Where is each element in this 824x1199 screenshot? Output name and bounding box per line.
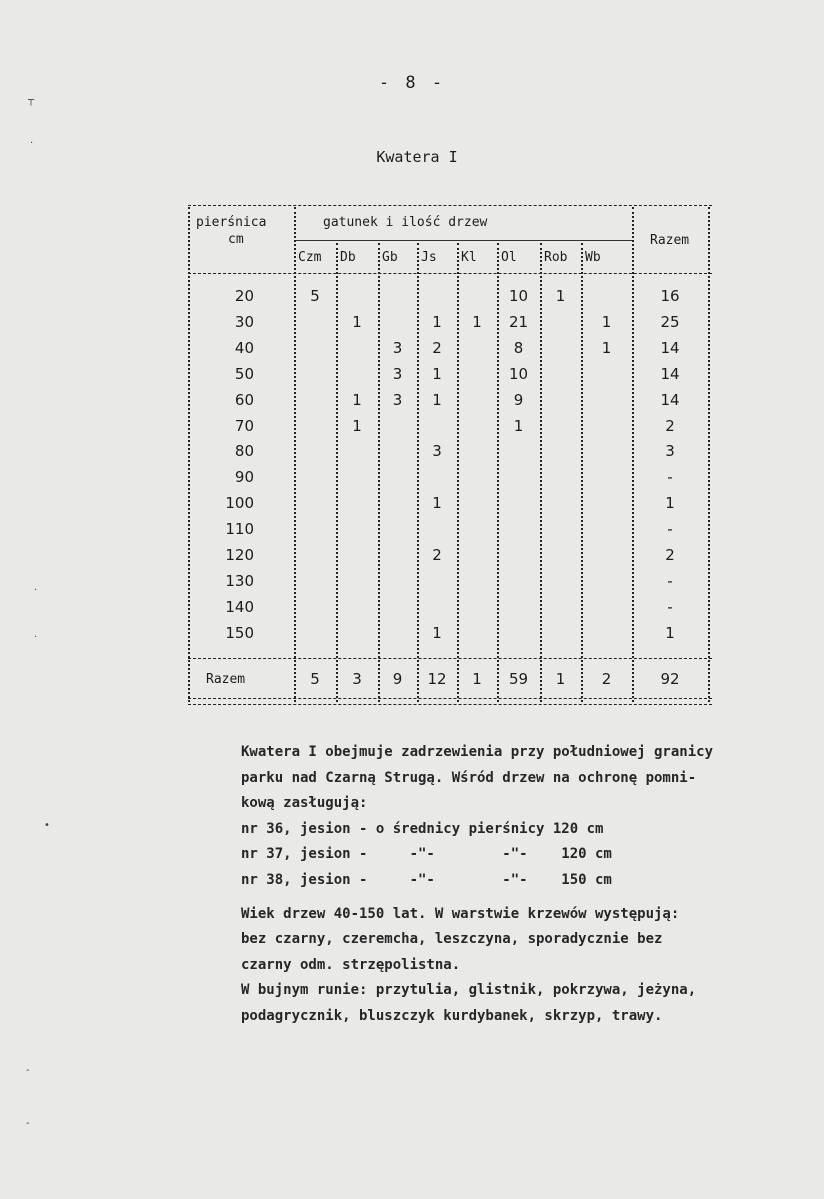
row-total: 2 [665,416,675,435]
table-cell: 1 [352,390,362,409]
row-label: 40 [234,338,254,357]
table-cell: 1 [432,312,442,331]
header-species-db: Db [340,250,356,265]
row-total: 14 [660,364,680,383]
column-separator [336,243,338,702]
total-cell: 2 [601,669,612,688]
row-total: - [667,597,673,616]
table-cell: 3 [392,390,403,409]
text-line: W bujnym runie: przytulia, glistnik, pokrzywa, jeżyna, [241,982,697,999]
text-line: kową zasługują: [241,795,368,812]
margin-mark: · [30,138,34,149]
page-number: - 8 - [378,73,446,93]
header-diameter: pierśnica [196,215,267,230]
column-separator [540,243,542,702]
rule-top [188,205,712,206]
table-cell: 8 [513,338,524,357]
row-total: - [667,571,673,590]
row-total: 25 [660,312,680,331]
column-separator [581,243,583,702]
text-line: czarny odm. strzępolistna. [241,956,461,973]
text-line: parku nad Czarną Strugą. Wśród drzew na ochronę pomni- [241,769,697,786]
header-species-wb: Wb [585,250,601,265]
header-diameter-unit: cm [228,232,244,247]
row-label: 120 [225,546,254,564]
row-total: 1 [665,494,675,513]
table-cell: 3 [392,338,403,357]
row-label: 80 [234,442,254,461]
row-label: 60 [234,390,254,409]
row-total: - [667,468,673,487]
table-cell: 1 [432,364,442,383]
header-species-czm: Czm [298,250,322,265]
total-cell: 59 [508,669,529,688]
row-total: 14 [660,338,680,357]
margin-mark: - [26,1065,30,1076]
row-label: 110 [225,520,254,539]
row-total: 3 [665,442,675,461]
table-cell: 1 [352,416,362,435]
header-species-rob: Rob [544,250,568,265]
text-line: Kwatera I obejmuje zadrzewienia przy południowej granicy [241,744,714,760]
table-cell: 1 [472,312,482,331]
text-line: nr 37, jesion - -"- -"- 120 cm [241,846,612,863]
total-cell: 1 [555,669,566,688]
total-cell: 12 [427,669,447,688]
table-cell: 1 [432,390,442,409]
column-separator [632,207,634,702]
table-cell: 3 [392,364,403,383]
header-species-group: gatunek i ilość drzew [323,215,488,230]
column-separator [294,207,296,702]
margin-mark: · [34,632,38,643]
row-label: 130 [225,571,254,590]
text-line: Wiek drzew 40-150 lat. W warstwie krzewów występują: [241,905,680,922]
margin-mark: • [44,820,50,831]
section-title: Kwatera I [376,148,458,166]
margin-mark: · [34,585,38,596]
description-text [241,740,821,1030]
table-cell: 1 [513,416,524,435]
row-total: 14 [660,390,680,409]
row-total: - [667,520,673,539]
table-cell: 5 [310,287,320,305]
table-cell: 1 [601,338,612,357]
table-cell: 1 [352,312,362,331]
grand-total: 92 [660,669,680,688]
row-label: 30 [234,312,254,331]
total-cell: 9 [392,669,403,688]
header-species-ol: Ol [501,250,517,265]
text-line: podagrycznik, bluszczyk kurdybanek, skrzyp, trawy. [241,1007,663,1024]
row-label: 90 [234,468,254,487]
table-cell: 3 [432,442,442,461]
column-separator [457,243,459,702]
row-label: 100 [225,494,254,513]
column-separator [378,243,380,702]
header-total: Razem [650,233,690,248]
paragraph-gap [241,894,821,902]
rule-bottom-2 [188,704,712,705]
header-species-gb: Gb [382,250,398,265]
row-label: 50 [234,364,254,383]
row-label: 70 [234,416,254,435]
total-cell: 5 [310,669,320,688]
row-label: 20 [234,287,254,305]
table-cell: 10 [508,287,529,305]
margin-mark: - [26,1118,30,1129]
row-total: 2 [665,546,675,564]
table-cell: 1 [555,287,566,305]
tree-count-table [188,205,712,707]
table-cell: 1 [432,623,442,642]
column-separator [497,243,499,702]
row-total: 16 [660,287,680,305]
text-line: nr 36, jesion - o średnicy pierśnicy 120 cm [241,820,604,837]
text-line: nr 38, jesion - -"- -"- 150 cm [241,871,612,888]
header-species-kl: Kl [461,250,477,265]
header-species-js: Js [421,250,437,265]
table-cell: 10 [508,364,529,383]
rule-group [296,240,632,241]
table-cell: 21 [508,312,529,331]
total-row-label: Razem [206,671,246,687]
total-cell: 3 [352,669,362,688]
table-cell: 1 [432,494,442,513]
text-line: bez czarny, czeremcha, leszczyna, sporadycznie bez [241,931,663,948]
table-cell: 2 [432,546,442,564]
row-total: 1 [665,623,675,642]
row-label: 140 [225,597,254,616]
column-separator [708,207,710,702]
row-label: 150 [225,623,254,642]
table-cell: 9 [513,390,524,409]
margin-mark: ┬ [28,95,35,106]
table-cell: 1 [601,312,612,331]
table-cell: 2 [432,338,442,357]
total-cell: 1 [472,669,482,688]
